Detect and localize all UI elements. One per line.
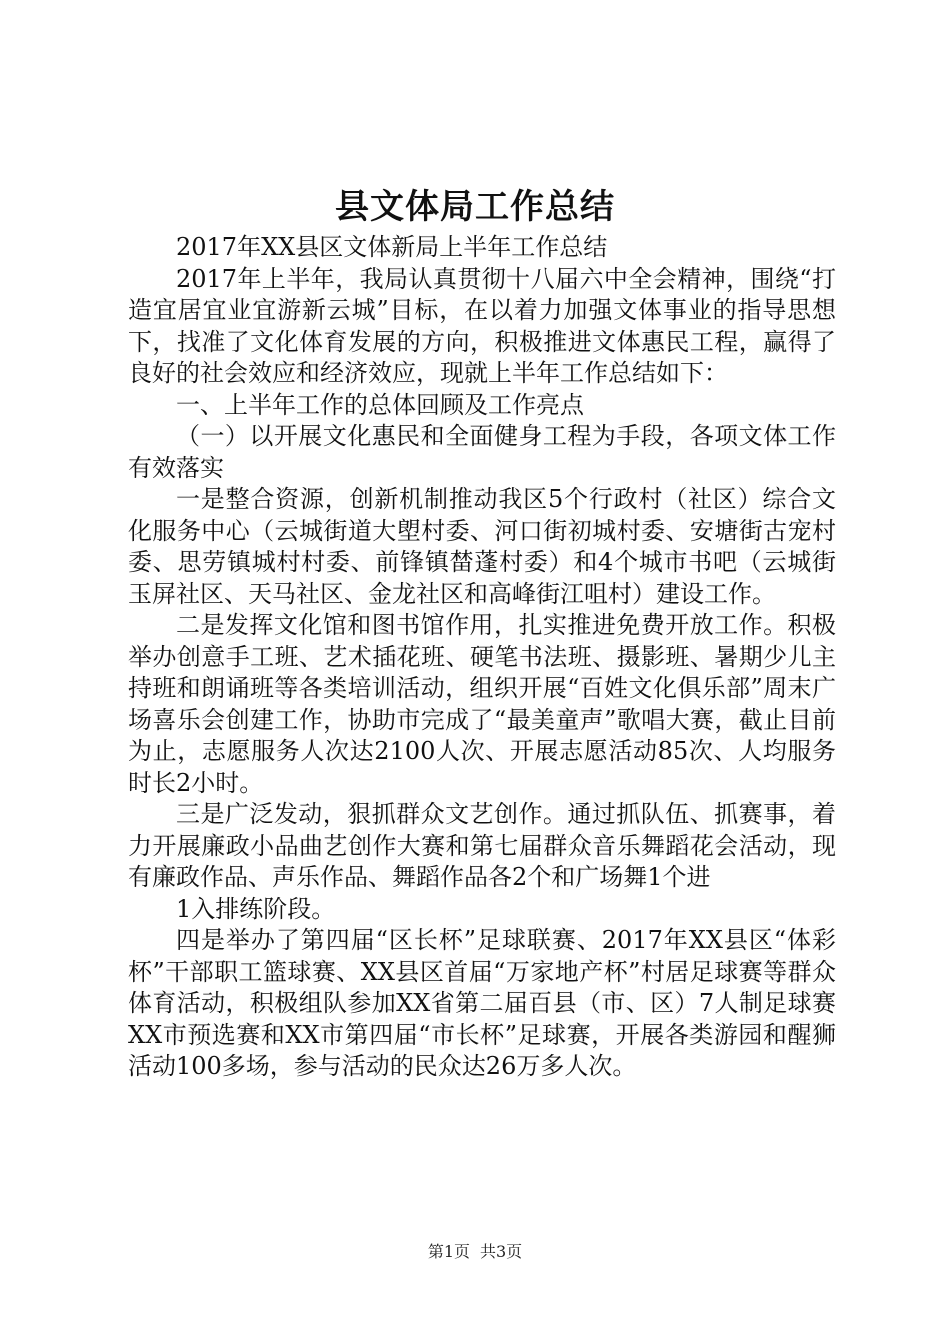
body-paragraph: 三是广泛发动，狠抓群众文艺创作。通过抓队伍、抓赛事，着力开展廉政小品曲艺创作大赛和第七届群众音乐舞蹈花会活动，现有廉政作品、声乐作品、舞蹈作品各2个和广场舞1个进 — [128, 800, 836, 891]
body-paragraph: 一是整合资源，创新机制推动我区5个行政村（社区）综合文化服务中心（云城街道大塱村委、河口街初城村委、安塘街古宠村委、思劳镇城村村委、前锋镇榃蓬村委）和4个城市书吧（云城街玉屏社区、天马社区、金龙社区和高峰街江咀村）建设工作。 — [128, 485, 836, 608]
page-footer — [0, 1240, 950, 1264]
intro-paragraph: 2017年上半年，我局认真贯彻十八届六中全会精神，围绕“打造宜居宜业宜游新云城”目标，在以着力加强文体事业的指导思想下，找准了文化体育发展的方向，积极推进文体惠民工程，赢得了良好的社会效应和经济效应，现就上半年工作总结如下： — [128, 264, 836, 387]
document-body — [128, 232, 836, 1083]
body-paragraph: 四是举办了第四届“区长杯”足球联赛、2017年XX县区“体彩杯”干部职工篮球赛、XX县区首届“万家地产杯”村居足球赛等群众体育活动，积极组队参加XX省第二届百县（市、区）7人制足球赛XX市预选赛和XX市第四届“市长杯”足球赛，开展各类游园和醒狮活动100多场，参与活动的民众达26万多人次。 — [128, 926, 836, 1080]
page-number: 第1页 — [427, 1242, 470, 1261]
section-heading: 一、上半年工作的总体回顾及工作亮点 — [176, 390, 584, 419]
body-paragraph: 二是发挥文化馆和图书馆作用，扎实推进免费开放工作。积极举办创意手工班、艺术插花班、硬笔书法班、摄影班、暑期少儿主持班和朗诵班等各类培训活动，组织开展“百姓文化俱乐部”周末广场喜乐会创建工作，协助市完成了“最美童声”歌唱大赛，截止目前为止，志愿服务人次达2100人次、开展志愿活动85次、人均服务时长2小时。 — [128, 611, 836, 797]
page-total: 共3页 — [480, 1242, 523, 1261]
body-paragraph: 1入排练阶段。 — [176, 894, 336, 923]
subsection-heading: （一）以开展文化惠民和全面健身工程为手段，各项文体工作有效落实 — [128, 422, 836, 482]
document-title: 县文体局工作总结 — [335, 187, 615, 227]
subtitle-paragraph: 2017年XX县区文体新局上半年工作总结 — [176, 233, 608, 261]
